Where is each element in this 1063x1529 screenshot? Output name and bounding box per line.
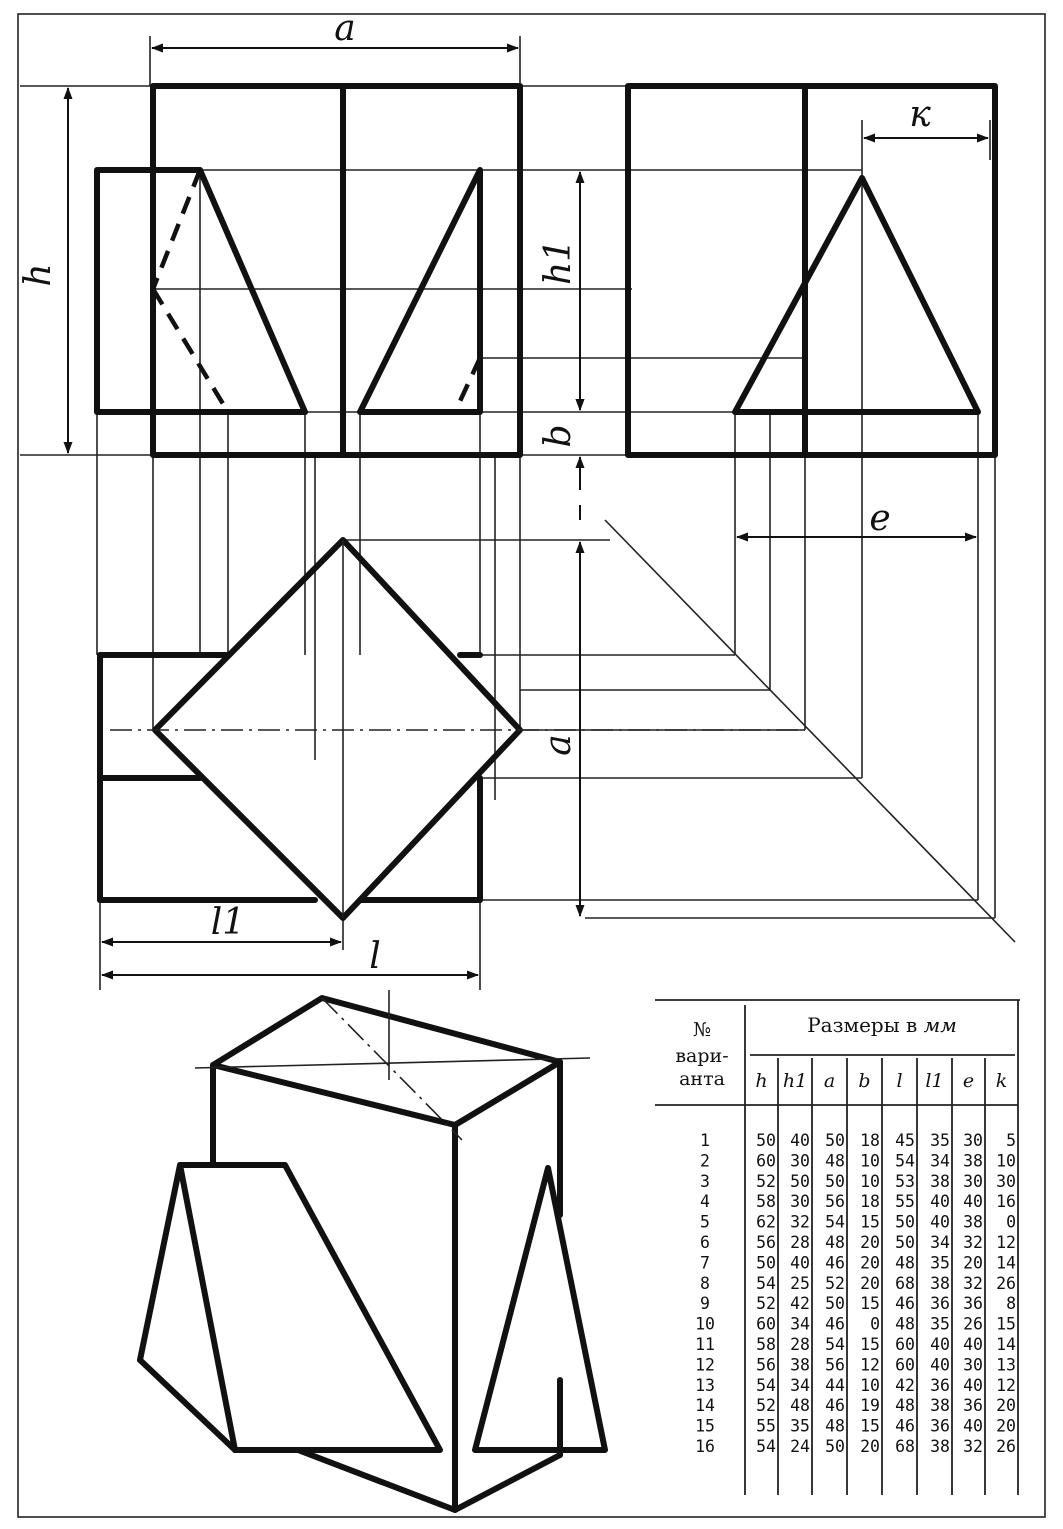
table-cell: 10	[860, 1375, 880, 1395]
column-header: l1	[925, 1070, 944, 1092]
front-view	[97, 86, 520, 455]
top-view	[100, 540, 805, 918]
table-cell: 40	[963, 1375, 983, 1395]
sizes-title	[807, 1013, 957, 1037]
table-cell: 60	[756, 1151, 776, 1171]
table-cell: 68	[895, 1437, 915, 1456]
column-header: h1	[782, 1070, 808, 1092]
table-cell: 28	[790, 1233, 810, 1252]
column-header: b	[858, 1070, 871, 1092]
table-cell: 10	[860, 1171, 880, 1191]
table-cell: 15	[860, 1212, 880, 1232]
table-row	[700, 1274, 1016, 1293]
table-cell: 40	[930, 1192, 950, 1212]
table-cell: 12	[860, 1355, 880, 1375]
table-cell: 40	[790, 1131, 810, 1150]
table-cell: 50	[756, 1253, 776, 1273]
table-cell: 36	[930, 1416, 950, 1436]
variant-number: 9	[700, 1294, 710, 1314]
table-cell: 35	[930, 1314, 950, 1334]
table-cell: 38	[930, 1396, 950, 1416]
table-cell: 10	[996, 1151, 1016, 1171]
label-k: к	[909, 94, 931, 135]
table-cell: 13	[996, 1355, 1016, 1375]
table-cell: 44	[825, 1375, 845, 1395]
table-cell: 36	[930, 1294, 950, 1314]
table-cell: 46	[825, 1253, 845, 1273]
variant-header-line2: вари-	[675, 1045, 729, 1067]
table-cell: 34	[790, 1314, 810, 1334]
table-rows	[695, 1131, 1016, 1456]
table-row	[695, 1437, 1016, 1456]
table-cell: 50	[895, 1212, 915, 1232]
table-cell: 48	[825, 1151, 845, 1171]
table-cell: 32	[963, 1273, 983, 1293]
label-l1: l1	[210, 902, 246, 943]
table-cell: 52	[756, 1171, 776, 1191]
table-cell: 56	[825, 1192, 845, 1212]
variant-header-line1: №	[693, 1019, 711, 1041]
table-cell: 54	[756, 1375, 776, 1395]
table-cell: 14	[996, 1253, 1016, 1273]
table-cell: 48	[790, 1396, 810, 1416]
column-header: e	[962, 1070, 975, 1092]
variant-number: 15	[695, 1416, 715, 1436]
table-cell: 32	[963, 1437, 983, 1456]
table-cell: 36	[963, 1294, 983, 1314]
table-cell: 20	[996, 1396, 1016, 1416]
table-cell: 25	[790, 1273, 810, 1293]
table-cell: 46	[895, 1416, 915, 1436]
table-cell: 15	[860, 1416, 880, 1436]
table-cell: 46	[825, 1396, 845, 1416]
variant-number: 10	[695, 1314, 715, 1334]
table-cell: 50	[825, 1437, 845, 1456]
sizes-table	[655, 1000, 1020, 1495]
table-cell: 35	[930, 1253, 950, 1273]
table-row	[700, 1233, 1016, 1252]
table-cell: 50	[790, 1171, 810, 1191]
table-cell: 35	[930, 1131, 950, 1150]
variant-number: 6	[700, 1233, 710, 1252]
table-cell: 60	[895, 1335, 915, 1354]
table-row	[700, 1172, 1016, 1191]
table-cell: 52	[756, 1396, 776, 1416]
table-cell: 62	[756, 1212, 776, 1232]
table-cell: 12	[996, 1375, 1016, 1395]
table-cell: 34	[790, 1375, 810, 1395]
table-row	[695, 1376, 1016, 1395]
table-cell: 30	[996, 1171, 1016, 1191]
table-cell: 58	[756, 1192, 776, 1212]
table-cell: 20	[996, 1416, 1016, 1436]
table-cell: 0	[1006, 1212, 1016, 1232]
table-cell: 38	[963, 1212, 983, 1232]
table-cell: 48	[895, 1253, 915, 1273]
table-row	[695, 1335, 1016, 1354]
table-cell: 50	[895, 1233, 915, 1252]
table-cell: 40	[930, 1335, 950, 1354]
table-cell: 60	[895, 1355, 915, 1375]
table-cell: 28	[790, 1335, 810, 1354]
side-view	[628, 86, 995, 455]
variant-number: 4	[700, 1192, 710, 1212]
label-a-top: a	[334, 8, 356, 49]
column-header: h	[755, 1070, 768, 1092]
table-cell: 50	[825, 1171, 845, 1191]
table-cell: 12	[996, 1233, 1016, 1252]
label-b: b	[538, 424, 579, 448]
table-cell: 42	[895, 1375, 915, 1395]
variant-number: 1	[700, 1131, 710, 1150]
table-cell: 10	[860, 1151, 880, 1171]
table-cell: 38	[930, 1273, 950, 1293]
variant-number: 3	[700, 1171, 710, 1191]
table-cell: 0	[870, 1314, 880, 1334]
table-cell: 46	[895, 1294, 915, 1314]
table-cell: 53	[895, 1171, 915, 1191]
column-header: l	[896, 1070, 903, 1092]
label-h1: h1	[538, 238, 579, 286]
table-cell: 42	[790, 1294, 810, 1314]
table-cell: 30	[963, 1171, 983, 1191]
table-cell: 30	[963, 1355, 983, 1375]
table-cell: 40	[930, 1355, 950, 1375]
table-cell: 48	[825, 1416, 845, 1436]
label-h: h	[18, 263, 59, 287]
table-cell: 19	[860, 1396, 880, 1416]
table-cell: 18	[860, 1192, 880, 1212]
table-cell: 52	[825, 1273, 845, 1293]
column-header: k	[995, 1070, 1008, 1092]
table-cell: 15	[860, 1335, 880, 1354]
table-cell: 56	[825, 1355, 845, 1375]
table-cell: 48	[895, 1314, 915, 1334]
variant-header-line3: анта	[679, 1068, 725, 1090]
table-cell: 60	[756, 1314, 776, 1334]
table-cell: 55	[756, 1416, 776, 1436]
table-row	[700, 1294, 1016, 1313]
table-row	[695, 1315, 1016, 1334]
table-cell: 54	[756, 1273, 776, 1293]
label-e: e	[869, 498, 891, 539]
table-cell: 30	[963, 1131, 983, 1150]
table-cell: 8	[1006, 1294, 1016, 1314]
table-cell: 48	[825, 1233, 845, 1252]
table-cell: 40	[963, 1192, 983, 1212]
sizes-unit: мм	[923, 1013, 957, 1037]
variant-number: 7	[700, 1253, 710, 1273]
table-cell: 52	[756, 1294, 776, 1314]
table-cell: 30	[790, 1192, 810, 1212]
table-row	[695, 1417, 1016, 1436]
table-cell: 68	[895, 1273, 915, 1293]
table-cell: 48	[895, 1396, 915, 1416]
table-cell: 38	[930, 1437, 950, 1456]
variant-number: 16	[695, 1437, 715, 1456]
variant-number: 2	[700, 1151, 710, 1171]
table-row	[700, 1131, 1016, 1150]
variant-number: 11	[695, 1335, 715, 1354]
table-cell: 20	[860, 1233, 880, 1252]
table-cell: 34	[930, 1233, 950, 1252]
table-cell: 40	[963, 1416, 983, 1436]
table-cell: 34	[930, 1151, 950, 1171]
table-cell: 54	[825, 1335, 845, 1354]
table-cell: 35	[790, 1416, 810, 1436]
table-cell: 20	[860, 1437, 880, 1456]
table-cell: 56	[756, 1355, 776, 1375]
table-cell: 40	[930, 1212, 950, 1232]
table-cell: 36	[930, 1375, 950, 1395]
table-cell: 56	[756, 1233, 776, 1252]
table-cell: 26	[996, 1273, 1016, 1293]
table-cell: 26	[996, 1437, 1016, 1456]
table-cell: 15	[860, 1294, 880, 1314]
table-cell: 20	[860, 1253, 880, 1273]
variant-number: 12	[695, 1355, 715, 1375]
variant-number: 13	[695, 1375, 715, 1395]
table-cell: 55	[895, 1192, 915, 1212]
table-cell: 20	[860, 1273, 880, 1293]
variant-number: 8	[700, 1273, 710, 1293]
table-cell: 50	[825, 1131, 845, 1150]
table-cell: 36	[963, 1396, 983, 1416]
table-cell: 20	[963, 1253, 983, 1273]
table-row	[700, 1192, 1016, 1211]
table-cell: 16	[996, 1192, 1016, 1212]
table-cell: 5	[1006, 1131, 1016, 1150]
table-cell: 54	[895, 1151, 915, 1171]
isometric-view	[140, 990, 605, 1510]
table-cell: 50	[756, 1131, 776, 1150]
table-cell: 38	[963, 1151, 983, 1171]
label-l: l	[369, 936, 381, 977]
table-cell: 54	[825, 1212, 845, 1232]
sizes-title-text: Размеры в	[807, 1013, 918, 1037]
table-cell: 18	[860, 1131, 880, 1150]
table-row	[695, 1396, 1016, 1415]
table-cell: 50	[825, 1294, 845, 1314]
table-cell: 54	[756, 1437, 776, 1456]
table-cell: 32	[963, 1233, 983, 1252]
table-cell: 24	[790, 1437, 810, 1456]
variant-number: 14	[695, 1396, 715, 1416]
table-row	[695, 1355, 1016, 1374]
table-cell: 30	[790, 1151, 810, 1171]
table-cell: 15	[996, 1314, 1016, 1334]
table-cell: 46	[825, 1314, 845, 1334]
table-cell: 14	[996, 1335, 1016, 1354]
table-row	[700, 1213, 1016, 1232]
table-row	[700, 1253, 1016, 1272]
table-cell: 40	[790, 1253, 810, 1273]
table-cell: 38	[930, 1171, 950, 1191]
table-cell: 40	[963, 1335, 983, 1354]
label-a-side: a	[538, 734, 579, 756]
variant-number: 5	[700, 1212, 710, 1232]
table-cell: 58	[756, 1335, 776, 1354]
column-header: a	[823, 1070, 836, 1092]
table-row	[700, 1151, 1016, 1170]
table-cell: 26	[963, 1314, 983, 1334]
table-cell: 38	[790, 1355, 810, 1375]
table-cell: 32	[790, 1212, 810, 1232]
table-cell: 45	[895, 1131, 915, 1150]
